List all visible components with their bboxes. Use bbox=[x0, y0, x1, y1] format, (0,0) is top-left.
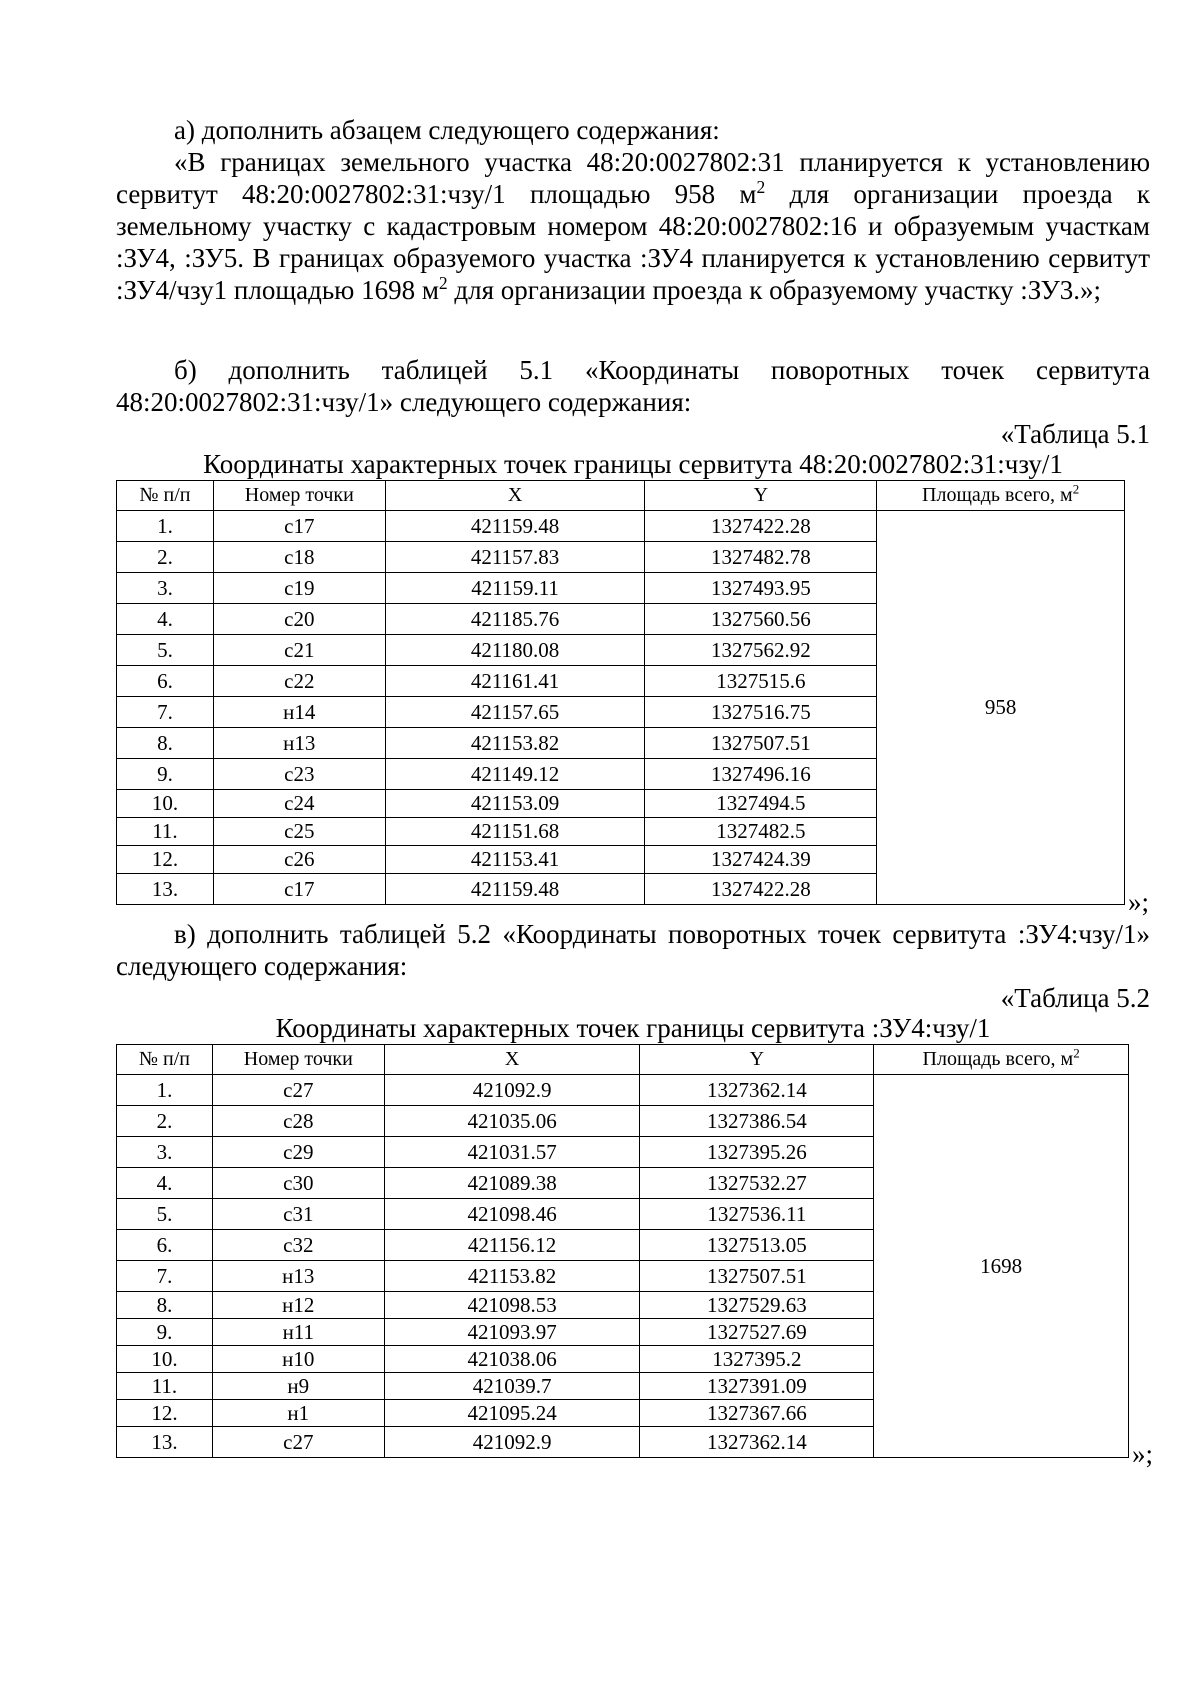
cell-x: 421159.48 bbox=[385, 874, 645, 905]
cell-x: 421153.09 bbox=[385, 790, 645, 818]
cell-num: 6. bbox=[117, 1230, 213, 1261]
quote-superscript-2: 2 bbox=[438, 273, 448, 293]
cell-point: с25 bbox=[213, 818, 385, 846]
cell-y: 1327536.11 bbox=[640, 1199, 874, 1230]
quote-text-part2: для организации проезда к земельному участку с кадастровым номером 48:20:0027802:16 и образуемым участкам :ЗУ4, :ЗУ5. В границах образуемого участка :ЗУ4 планируется к установлению сервитут :ЗУ4/чзу1 площадью 1698 м bbox=[116, 179, 1150, 305]
cell-y: 1327496.16 bbox=[645, 759, 877, 790]
table2-header-point: Номер точки bbox=[212, 1045, 384, 1075]
cell-y: 1327507.51 bbox=[640, 1261, 874, 1292]
cell-point: с20 bbox=[213, 604, 385, 635]
cell-y: 1327424.39 bbox=[645, 846, 877, 874]
cell-point: с30 bbox=[212, 1168, 384, 1199]
cell-num: 8. bbox=[117, 728, 214, 759]
cell-num: 6. bbox=[117, 666, 214, 697]
cell-point: н9 bbox=[212, 1373, 384, 1400]
cell-point: с19 bbox=[213, 573, 385, 604]
cell-x: 421098.53 bbox=[384, 1292, 640, 1319]
cell-point: н11 bbox=[212, 1319, 384, 1346]
table1-header-row bbox=[117, 481, 1125, 511]
cell-x: 421153.82 bbox=[385, 728, 645, 759]
cell-point: н13 bbox=[213, 728, 385, 759]
cell-area-total: 1698 bbox=[874, 1075, 1129, 1458]
cell-y: 1327362.14 bbox=[640, 1427, 874, 1458]
table2-header-area-sup: 2 bbox=[1073, 1045, 1080, 1061]
table2 bbox=[116, 1044, 1129, 1458]
cell-y: 1327507.51 bbox=[645, 728, 877, 759]
table-row bbox=[117, 511, 1125, 542]
cell-num: 13. bbox=[117, 1427, 213, 1458]
cell-num: 4. bbox=[117, 604, 214, 635]
table2-header-area-label: Площадь всего, м bbox=[922, 1048, 1074, 1070]
cell-y: 1327516.75 bbox=[645, 697, 877, 728]
cell-x: 421151.68 bbox=[385, 818, 645, 846]
cell-x: 421180.08 bbox=[385, 635, 645, 666]
cell-y: 1327527.69 bbox=[640, 1319, 874, 1346]
table1-body bbox=[117, 511, 1125, 905]
cell-point: н13 bbox=[212, 1261, 384, 1292]
cell-y: 1327395.2 bbox=[640, 1346, 874, 1373]
cell-x: 421092.9 bbox=[384, 1427, 640, 1458]
cell-num: 3. bbox=[117, 573, 214, 604]
table2-header-row bbox=[117, 1045, 1129, 1075]
cell-num: 9. bbox=[117, 1319, 213, 1346]
table2-caption: «Таблица 5.2 bbox=[1000, 983, 1150, 1013]
cell-num: 11. bbox=[117, 1373, 213, 1400]
table1-header-area-label: Площадь всего, м bbox=[922, 484, 1073, 506]
cell-x: 421039.7 bbox=[384, 1373, 640, 1400]
cell-y: 1327367.66 bbox=[640, 1400, 874, 1427]
table-row bbox=[117, 1075, 1129, 1106]
cell-point: с17 bbox=[213, 874, 385, 905]
table1-header-point: Номер точки bbox=[213, 481, 385, 511]
cell-point: с24 bbox=[213, 790, 385, 818]
cell-y: 1327482.78 bbox=[645, 542, 877, 573]
table1-caption: «Таблица 5.1 bbox=[1000, 419, 1150, 449]
table2-closing: »; bbox=[1132, 1439, 1154, 1469]
paragraph-b: б) дополнить таблицей 5.1 «Координаты поворотных точек сервитута 48:20:0027802:31:чзу/1» следующего содержания: bbox=[116, 355, 1150, 417]
table2-header-area bbox=[874, 1045, 1129, 1075]
cell-x: 421089.38 bbox=[384, 1168, 640, 1199]
cell-point: н1 bbox=[212, 1400, 384, 1427]
cell-point: с23 bbox=[213, 759, 385, 790]
cell-y: 1327422.28 bbox=[645, 874, 877, 905]
cell-num: 7. bbox=[117, 1261, 213, 1292]
cell-y: 1327515.6 bbox=[645, 666, 877, 697]
cell-num: 12. bbox=[117, 1400, 213, 1427]
cell-num: 10. bbox=[117, 1346, 213, 1373]
cell-y: 1327391.09 bbox=[640, 1373, 874, 1400]
table2-header-x: X bbox=[384, 1045, 640, 1075]
table1-closing: »; bbox=[1128, 887, 1150, 917]
quote-text-part3: для организации проезда к образуемому участку :ЗУ3.»; bbox=[447, 275, 1102, 305]
cell-num: 5. bbox=[117, 635, 214, 666]
table2-title: Координаты характерных точек границы сервитута :ЗУ4:чзу/1 bbox=[275, 1013, 991, 1043]
table1-header-x: X bbox=[385, 481, 645, 511]
cell-num: 2. bbox=[117, 1106, 213, 1137]
cell-x: 421153.82 bbox=[384, 1261, 640, 1292]
cell-x: 421092.9 bbox=[384, 1075, 640, 1106]
table2-header-num: № п/п bbox=[117, 1045, 213, 1075]
cell-point: с27 bbox=[212, 1075, 384, 1106]
table1-header-area-sup: 2 bbox=[1072, 481, 1080, 497]
cell-x: 421157.65 bbox=[385, 697, 645, 728]
cell-y: 1327386.54 bbox=[640, 1106, 874, 1137]
cell-num: 1. bbox=[117, 1075, 213, 1106]
cell-point: н10 bbox=[212, 1346, 384, 1373]
cell-num: 8. bbox=[117, 1292, 213, 1319]
cell-x: 421093.97 bbox=[384, 1319, 640, 1346]
cell-num: 11. bbox=[117, 818, 214, 846]
cell-num: 12. bbox=[117, 846, 214, 874]
cell-point: с26 bbox=[213, 846, 385, 874]
cell-num: 3. bbox=[117, 1137, 213, 1168]
cell-x: 421156.12 bbox=[384, 1230, 640, 1261]
cell-num: 4. bbox=[117, 1168, 213, 1199]
table1-header-num: № п/п bbox=[117, 481, 214, 511]
cell-area-total: 958 bbox=[877, 511, 1125, 905]
cell-point: с18 bbox=[213, 542, 385, 573]
cell-num: 5. bbox=[117, 1199, 213, 1230]
cell-x: 421149.12 bbox=[385, 759, 645, 790]
cell-x: 421035.06 bbox=[384, 1106, 640, 1137]
cell-y: 1327562.92 bbox=[645, 635, 877, 666]
cell-x: 421159.11 bbox=[385, 573, 645, 604]
table1-header-y: Y bbox=[645, 481, 877, 511]
cell-point: н14 bbox=[213, 697, 385, 728]
cell-y: 1327513.05 bbox=[640, 1230, 874, 1261]
cell-num: 9. bbox=[117, 759, 214, 790]
cell-num: 7. bbox=[117, 697, 214, 728]
cell-point: с17 bbox=[213, 511, 385, 542]
cell-x: 421185.76 bbox=[385, 604, 645, 635]
cell-y: 1327494.5 bbox=[645, 790, 877, 818]
cell-num: 1. bbox=[117, 511, 214, 542]
paragraph-quote bbox=[116, 146, 1150, 306]
table1-title: Координаты характерных точек границы сервитута 48:20:0027802:31:чзу/1 bbox=[203, 449, 1063, 479]
cell-x: 421095.24 bbox=[384, 1400, 640, 1427]
table2-header-y: Y bbox=[640, 1045, 874, 1075]
cell-y: 1327532.27 bbox=[640, 1168, 874, 1199]
cell-point: с29 bbox=[212, 1137, 384, 1168]
cell-x: 421098.46 bbox=[384, 1199, 640, 1230]
cell-x: 421031.57 bbox=[384, 1137, 640, 1168]
table1 bbox=[116, 480, 1125, 905]
cell-y: 1327560.56 bbox=[645, 604, 877, 635]
paragraph-a: а) дополнить абзацем следующего содержания: bbox=[174, 115, 720, 145]
cell-y: 1327529.63 bbox=[640, 1292, 874, 1319]
cell-y: 1327395.26 bbox=[640, 1137, 874, 1168]
cell-num: 10. bbox=[117, 790, 214, 818]
cell-x: 421157.83 bbox=[385, 542, 645, 573]
cell-y: 1327482.5 bbox=[645, 818, 877, 846]
cell-x: 421159.48 bbox=[385, 511, 645, 542]
quote-superscript-1: 2 bbox=[756, 177, 766, 197]
paragraph-c: в) дополнить таблицей 5.2 «Координаты поворотных точек сервитута :ЗУ4:чзу/1» следующего содержания: bbox=[116, 919, 1150, 981]
cell-num: 13. bbox=[117, 874, 214, 905]
cell-y: 1327362.14 bbox=[640, 1075, 874, 1106]
quote-text-part1: «В границах земельного участка 48:20:0027802:31 планируется к установлению сервитут 48:20:0027802:31:чзу/1 площадью 958 м bbox=[116, 147, 1150, 209]
cell-x: 421161.41 bbox=[385, 666, 645, 697]
cell-point: с31 bbox=[212, 1199, 384, 1230]
cell-x: 421153.41 bbox=[385, 846, 645, 874]
cell-point: с27 bbox=[212, 1427, 384, 1458]
cell-point: н12 bbox=[212, 1292, 384, 1319]
cell-point: с21 bbox=[213, 635, 385, 666]
cell-point: с32 bbox=[212, 1230, 384, 1261]
cell-point: с22 bbox=[213, 666, 385, 697]
table1-header-area bbox=[877, 481, 1125, 511]
cell-y: 1327493.95 bbox=[645, 573, 877, 604]
cell-point: с28 bbox=[212, 1106, 384, 1137]
cell-x: 421038.06 bbox=[384, 1346, 640, 1373]
table2-body bbox=[117, 1075, 1129, 1458]
cell-num: 2. bbox=[117, 542, 214, 573]
cell-y: 1327422.28 bbox=[645, 511, 877, 542]
